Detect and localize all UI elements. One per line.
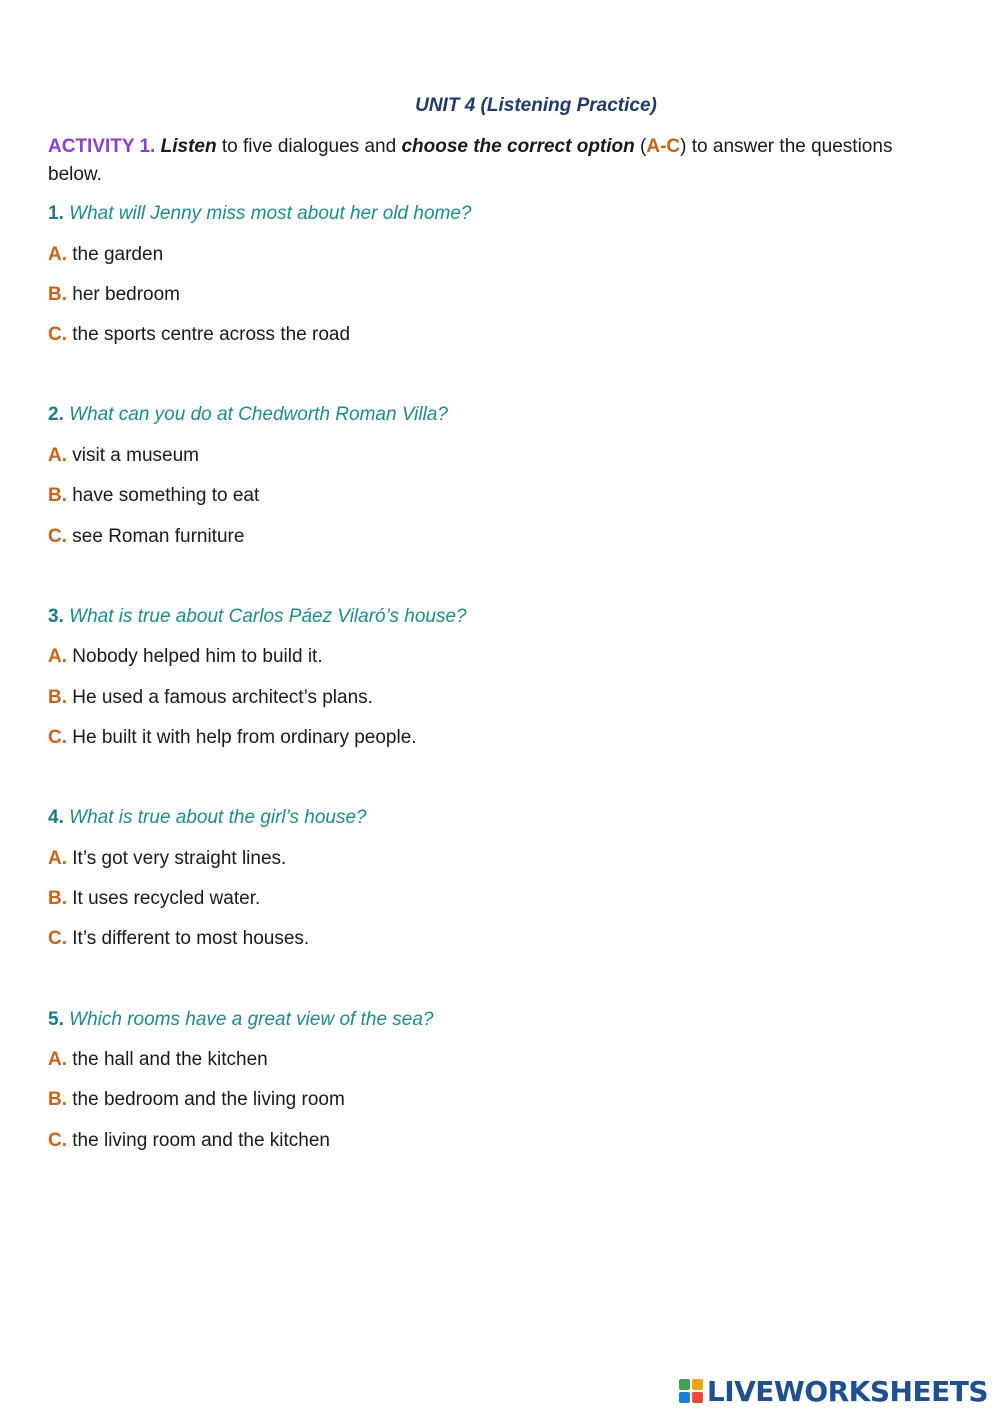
option-letter: B. (48, 284, 67, 305)
option-2b[interactable] (48, 484, 259, 508)
question-4 (48, 806, 367, 830)
range-dash: - (660, 136, 667, 157)
option-3a[interactable] (48, 645, 323, 669)
option-letter: C. (48, 727, 67, 748)
option-letter: C. (48, 1130, 67, 1151)
question-3 (48, 605, 467, 629)
question-text: What will Jenny miss most about her old home? (69, 203, 472, 224)
option-5a[interactable] (48, 1048, 268, 1072)
option-text: see Roman furniture (72, 526, 245, 547)
choose-phrase: choose the correct option (401, 136, 635, 157)
option-2c[interactable] (48, 525, 244, 549)
option-letter: B. (48, 1089, 67, 1110)
option-2a[interactable] (48, 444, 199, 468)
option-letter: C. (48, 928, 67, 949)
question-2 (48, 403, 448, 427)
instruction-text-1: to five dialogues and (216, 136, 402, 157)
option-1a[interactable] (48, 243, 163, 267)
option-text: It uses recycled water. (72, 888, 261, 909)
option-4b[interactable] (48, 887, 260, 911)
option-text: the bedroom and the living room (72, 1089, 345, 1110)
question-number: 3. (48, 606, 64, 627)
liveworksheets-logo[interactable] (679, 1374, 988, 1408)
question-number: 1. (48, 203, 64, 224)
option-letter: A. (48, 445, 67, 466)
activity-instructions (48, 133, 948, 189)
option-letter: A. (48, 1049, 67, 1070)
option-text: He built it with help from ordinary people. (72, 727, 417, 748)
option-5b[interactable] (48, 1088, 345, 1112)
option-letter: B. (48, 687, 67, 708)
option-text: the garden (72, 244, 164, 265)
question-text: What can you do at Chedworth Roman Villa? (69, 404, 448, 425)
liveworksheets-logo-icon (679, 1379, 703, 1403)
option-letter: C. (48, 324, 67, 345)
option-3c[interactable] (48, 726, 417, 750)
activity-label: ACTIVITY 1. (48, 136, 156, 157)
range-start-letter: A (646, 136, 661, 157)
option-1c[interactable] (48, 323, 350, 347)
option-text: It’s got very straight lines. (72, 848, 287, 869)
listen-word: Listen (160, 136, 217, 157)
option-4c[interactable] (48, 927, 309, 951)
option-letter: C. (48, 526, 67, 547)
page-title: UNIT 4 (Listening Practice) (415, 95, 657, 116)
option-text: the hall and the kitchen (72, 1049, 268, 1070)
option-text: It’s different to most houses. (72, 928, 310, 949)
question-number: 4. (48, 807, 64, 828)
paren-open: ( (634, 136, 647, 157)
option-text: Nobody helped him to build it. (72, 646, 323, 667)
option-text: visit a museum (72, 445, 199, 466)
option-text: the sports centre across the road (72, 324, 351, 345)
option-1b[interactable] (48, 283, 180, 307)
option-5c[interactable] (48, 1129, 330, 1153)
option-text: He used a famous architect’s plans. (72, 687, 373, 708)
question-text: What is true about Carlos Páez Vilaró’s house? (69, 606, 467, 627)
range-end-letter: C (666, 136, 681, 157)
question-5 (48, 1008, 434, 1032)
option-3b[interactable] (48, 686, 373, 710)
option-letter: A. (48, 244, 67, 265)
option-4a[interactable] (48, 847, 286, 871)
option-text: have something to eat (72, 485, 260, 506)
question-number: 2. (48, 404, 64, 425)
option-letter: A. (48, 848, 67, 869)
question-text: What is true about the girl’s house? (69, 807, 367, 828)
logo-text: LIVEWORKSHEETS (706, 1374, 988, 1408)
option-text: her bedroom (72, 284, 181, 305)
option-letter: B. (48, 485, 67, 506)
option-letter: B. (48, 888, 67, 909)
option-letter: A. (48, 646, 67, 667)
option-text: the living room and the kitchen (72, 1130, 330, 1151)
question-1 (48, 202, 471, 226)
instruction-text-2: ) to answer the questions below. (48, 136, 893, 185)
question-text: Which rooms have a great view of the sea? (69, 1009, 434, 1030)
question-number: 5. (48, 1009, 64, 1030)
